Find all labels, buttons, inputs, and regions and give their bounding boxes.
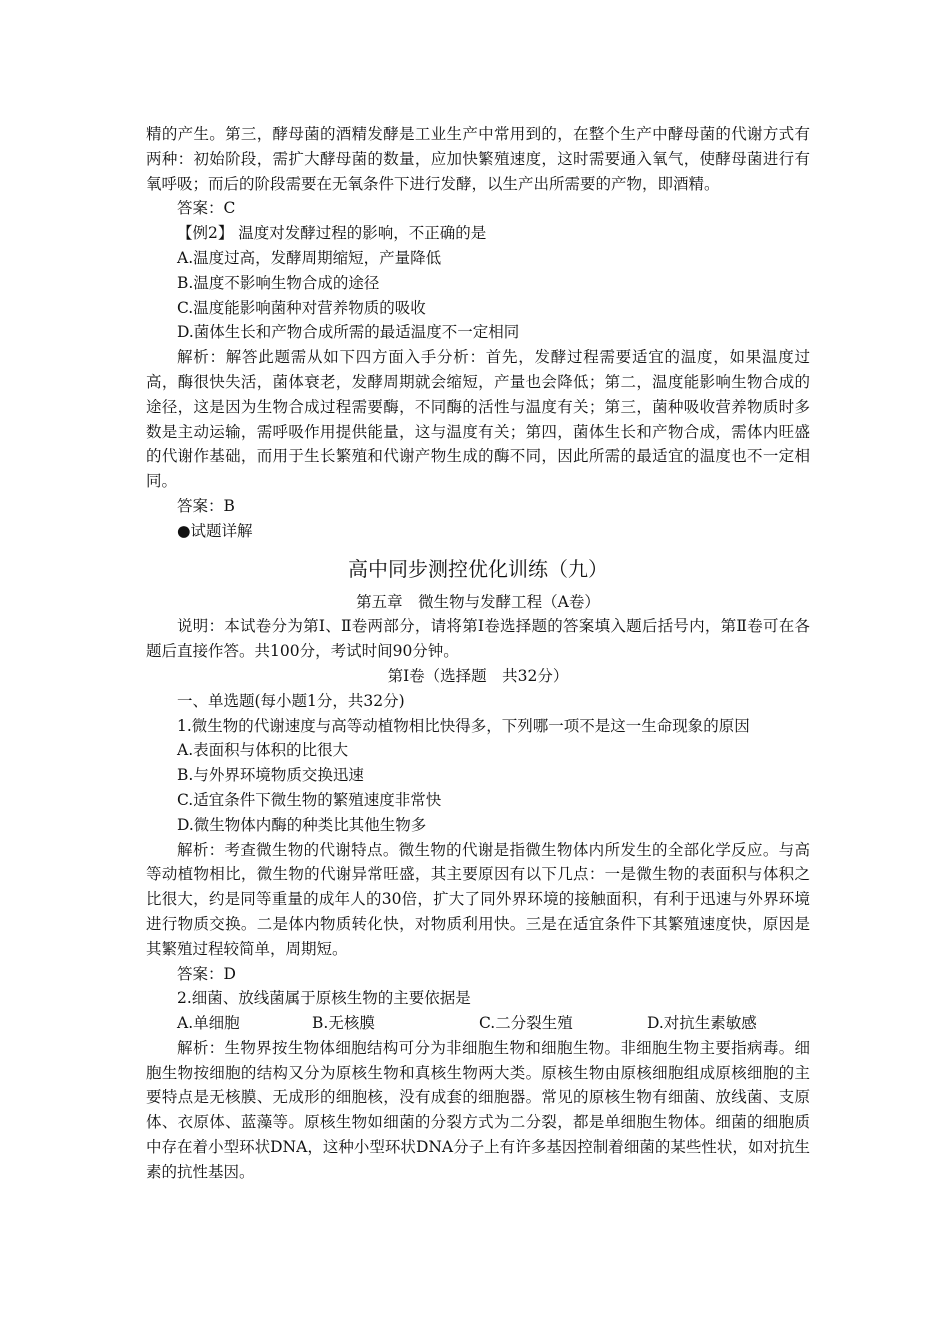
document-content [146,122,810,1185]
option-c: C.二分裂生殖 [479,1014,573,1033]
paragraph: 精的产生。第三，酵母菌的酒精发酵是工业生产中常用到的，在整个生产中酵母菌的代谢方式有两种：初始阶段，需扩大酵母菌的数量，应加快繁殖速度，这时需要通入氧气，使酵母菌进行有氧呼吸；而后的阶段需要在无氧条件下进行发酵，以生产出所需要的产物，即酒精。 [146,125,810,193]
document-title: 高中同步测控优化训练（九） [348,556,608,581]
question-2: 2.细菌、放线菌属于原核生物的主要依据是 [177,989,471,1008]
answer-line: 答案：C [177,199,236,218]
option-b: B.温度不影响生物合成的途径 [177,273,380,292]
option-c: C.适宜条件下微生物的繁殖速度非常快 [177,790,442,809]
option-d: D.菌体生长和产物合成所需的最适温度不一定相同 [177,323,520,342]
option-c: C.温度能影响菌种对营养物质的吸收 [177,298,426,317]
option-a: A.温度过高，发酵周期缩短，产量降低 [177,248,442,267]
option-d: D.对抗生素敏感 [647,1014,757,1033]
example-question: 【例2】 温度对发酵过程的影响，不正确的是 [177,224,487,243]
answer-line: 答案：D [177,964,236,983]
question-section-label: 一、单选题(每小题1分，共32分) [177,691,405,710]
option-a: A.单细胞 [177,1014,240,1033]
chapter-subtitle: 第五章 微生物与发酵工程（A卷） [356,592,600,611]
answer-line: 答案：B [177,496,235,515]
analysis-paragraph: 解析：解答此题需从如下四方面入手分析：首先，发酵过程需要适宜的温度，如果温度过高，酶很快失活，菌体衰老，发酵周期就会缩短，产量也会降低；第二，温度能影响生物合成的途径，这是因为生物合成过程需要酶，不同酶的活性与温度有关；第三，菌种吸收营养物质时多数是主动运输，需呼吸作用提供能量，这与温度有关；第四，菌体生长和产物合成，需体内旺盛的代谢作基础，而用于生长繁殖和代谢产物生成的酶不同，因此所需的最适宜的温度也不一定相同。 [146,348,810,491]
option-d: D.微生物体内酶的种类比其他生物多 [177,815,427,834]
section-bullet: ●试题详解 [177,521,253,540]
question-1: 1.微生物的代谢速度与高等动植物相比快得多，下列哪一项不是这一生命现象的原因 [177,716,750,735]
analysis-paragraph: 解析：考查微生物的代谢特点。微生物的代谢是指微生物体内所发生的全部化学反应。与高等动植物相比，微生物的代谢异常旺盛，其主要原因有以下几点：一是微生物的表面积与体积之比很大，约是同等重量的成年人的30倍，扩大了同外界环境的接触面积，有利于迅速与外界环境进行物质交换。二是体内物质转化快，对物质利用快。三是在适宜条件下其繁殖速度快，原因是其繁殖过程较简单，周期短。 [146,840,810,958]
question-2-options [146,1011,810,1036]
analysis-paragraph: 解析：生物界按生物体细胞结构可分为非细胞生物和细胞生物。非细胞生物主要指病毒。细胞生物按细胞的结构又分为原核生物和真核生物两大类。原核生物由原核细胞组成原核细胞的主要特点是无核膜、无成形的细胞核，没有成套的细胞器。常见的原核生物有细菌、放线菌、支原体、衣原体、蓝藻等。原核生物如细菌的分裂方式为二分裂，都是单细胞生物体。细菌的细胞质中存在着小型环状DNA，这种小型环状DNA分子上有许多基因控制着细菌的某些性状，如对抗生素的抗性基因。 [146,1038,810,1181]
option-b: B.无核膜 [312,1014,375,1033]
option-b: B.与外界环境物质交换迅速 [177,766,364,785]
section-header: 第Ⅰ卷（选择题 共32分） [387,666,569,685]
instructions: 说明：本试卷分为第Ⅰ、Ⅱ卷两部分，请将第Ⅰ卷选择题的答案填入题后括号内，第Ⅱ卷可在各题后直接作答。共100分，考试时间90分钟。 [146,617,810,661]
option-a: A.表面积与体积的比很大 [177,741,349,760]
